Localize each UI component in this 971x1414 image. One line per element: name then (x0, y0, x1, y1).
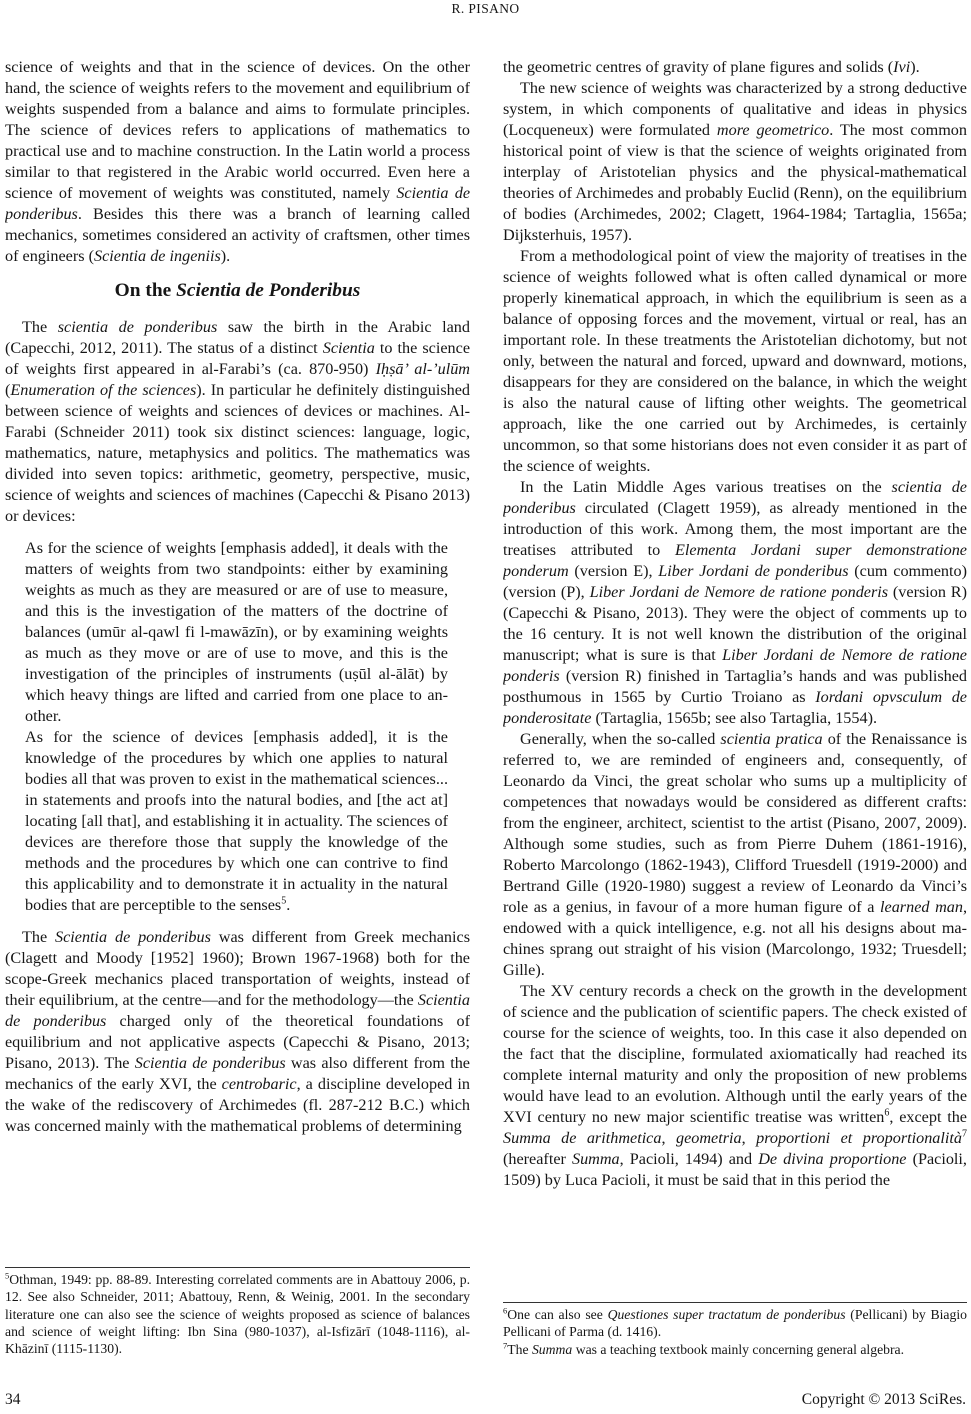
paragraph: The Scientia de ponderibus was different from Greek mechanics (Clagett and Moody [1952] 1960); Brown 1967-1968) both for the scope-Greek mechanics placed transportation of weights, instead of their equilibrium, at the centre—and for the methodology—the Scientia de ponderibus charged only of the theoretical foundations of equilibrium and not applicative aspects (Capecchi & Pisano, 2013; Pisano, 2013). The Scientia de ponderibus was also different from the mechanics of the early XVI, the centrobaric, a discipline developed in the wake of the rediscovery of Archimedes (fl. 287-212 B.C.) which was concerned mainly with the mathematical problems of determining (5, 928, 470, 1135)
paragraph: Generally, when the so-called scientia pratica of the Renaissance is referred to, we are reminded of engineers and, consequently, of Leonardo da Vinci, the great scholar who sums up a multiplicity of competences that nowadays would be considered as different crafts: from the engineer, architect, scientist to the artist (Pisano, 2007, 2009). Although some studies, such as from Pierre Duhem (1861-1916), Roberto Marcolongo (1862-1943), Clifford Truesdell (1919-2000) and Bertrand Gille (1920-1980) suggest a review of Leonardo da Vinci’s role as a genius, in favour of a more human figure of a learned man, endowed with a quick intelligence, e.g. not all his designs about machines sprang out straight of his vision (Marcolongo, 1932; Truesdell; Gille). (503, 730, 967, 979)
block-quote: As for the science of weights [emphasis added], it deals with the matters of weights from two standpoints: either by examining weights as much as they are measured or are of use to measure, and this is the investigation of the matters of the doctrine of balances (umūr al-qawl fi l-mawāzīn), or by examining weights as much as they move or are of use to move, and this is the investigation of the principles of instruments (uṣūl al-ālāt) by which heavy things are lifted and carried from one place to another. (25, 539, 448, 725)
right-footnotes (503, 1302, 967, 1358)
paragraph: the geometric centres of gravity of plane figures and solids (Ivi). (503, 58, 920, 76)
running-head: R. PISANO (451, 1, 520, 16)
paragraph: The scientia de ponderibus saw the birth in the Arabic land (Capecchi, 2012, 2011). The status of a distinct Scientia to the science of weights first appeared in al-Farabi’s (ca. 870-950) Iḥṣā’ al-’ulūm (Enumeration of the sciences). In particular he definitely distinguished between science of weights and sciences of devices or machines. Al-Farabi (Schneider 2011) took six distinct sciences: language, logic, mathematics, nature, metaphysics and politics. The mathematics was divided into seven topics: arithmetic, geometry, perspective, music, science of weights and sciences of machines (Capecchi & Pisano 2013) or devices: (5, 318, 470, 525)
right-column (503, 57, 967, 1299)
section-heading: On the Scientia de Ponderibus (114, 280, 361, 301)
footnote: $^6$One can also see Questiones super tractatum de ponderibus (Pellicani) by Biagio Pellicani of Parma (d. 1416). (503, 1305, 968, 1340)
paragraph: The XV century records a check on the growth in the development of science and the publication of scientific papers. The check existed of course for the science of weights, too. In this case it also depended on the fact that the discipline, formulated axiomatically had reached its complete internal maturity and only the proposition of new problems would have lead to an evolution. Although until the early years of the XVI century no new major scientific treatise was written$^6$, except the Summa de arithmetica, geometria, proportioni et proportionalità$^7$ (hereafter Summa, Pacioli, 1494) and De divina proportione (Pacioli, 1509) by Luca Pacioli, it must be said that in this period the (503, 982, 967, 1189)
footnote: $^7$The Summa was a teaching textbook mainly concerning general algebra. (503, 1340, 905, 1357)
page-number: 34 (5, 1391, 21, 1408)
footnote: $^5$Othman, 1949: pp. 88-89. Interesting correlated comments are in Abattouy 2006, p. 12. See also Schneider, 2011; Abattouy, Renn, & Weinig, 2001. In the secondary literature one can also see the science of weights proposed as science of balances and science of weight lifting: Ibn Sina (980-1037), al-Isfizārī (1048-1116), al-Khāzinī (1115-1130). (5, 1270, 470, 1357)
paragraph: science of weights and that in the science of devices. On the other hand, the science of weights refers to the movement and equilibrium of weights suspended from a balance and aims to formulate principles. The science of devices refers to applications of mathematics to practical use and to machine construction. In the Latin world a process similar to that registered in the Arabic world occurred. Even here a science of movement of weights was constituted, namely Scientia de ponderibus. Besides this there was a branch of learning called mechanics, sometimes considered an activity of craftsmen, other times of engineers (Scientia de ingeniis). (5, 58, 470, 265)
left-footnotes (5, 1267, 470, 1357)
paragraph: The new science of weights was characterized by a strong deductive system, in which components of qualitative and ideas in physics (Locqueneux) were formulated more geometrico. The most common historical point of view is that the science of weights originated from interplay of Aristotelian physics and the physical-mathematical theories of Archimedes and probably Euclid (Renn), on the equilibrium of bodies (Archimedes, 2002; Clagett, 1964-1984; Tartaglia, 1565a; Dijksterhuis, 1957). (503, 79, 967, 244)
copyright-notice: Copyright © 2013 SciRes. (801, 1391, 966, 1408)
left-column (5, 57, 470, 1263)
block-quote: As for the science of devices [emphasis added], it is the knowledge of the procedures by which one applies to natural bodies all that was proven to exist in the mathematical sciences... in statements and proofs into the natural bodies, and [the act at] locating [all that], and establishing it in actuality. The sciences of devices are therefore those that supply the knowledge of the methods and the procedures by which one can contrive to find this applicability and to demonstrate it in actuality in the natural bodies that are perceptible to the senses$^5$. (25, 728, 448, 914)
paragraph: From a methodological point of view the majority of treatises in the science of weights followed what is often called dynamical or more properly kinematical approach, in which the equilibrium is seen as a balance of opposing forces and the movement, virtual or real, has an important role. In these treatments the Aristotelian dichotomy, but not only, between the natural and forced, upward and downward, motions, disappears for they are considered on the balance, in which the weight is also the natural cause of lifting other weights. The geometrical approach, like the one carried out by Archimedes, is certainly uncommon, so that some historians does not even consider it as part of the science of weights. (503, 247, 967, 475)
paragraph: In the Latin Middle Ages various treatises on the scientia de ponderibus circulated (Clagett 1959), as already mentioned in the introduction of this work. Among them, the most important are the treatises attributed to Elementa Jordani super demonstratione ponderum (version E), Liber Jordani de ponderibus (cum commento) (version (P), Liber Jordani de Nemore de ratione ponderis (version R) (Capecchi & Pisano, 2013). They were the object of comments up to the 16 century. It is not well known the distribution of the original manuscript; what is sure is that Liber Jordani de Nemore de ratione ponderis (version R) finished in Tartaglia’s hands and was published posthumous in 1565 by Curtio Troiano as Iordani opvsculum de ponderositate (Tartaglia, 1565b; see also Tartaglia, 1554). (503, 478, 967, 727)
